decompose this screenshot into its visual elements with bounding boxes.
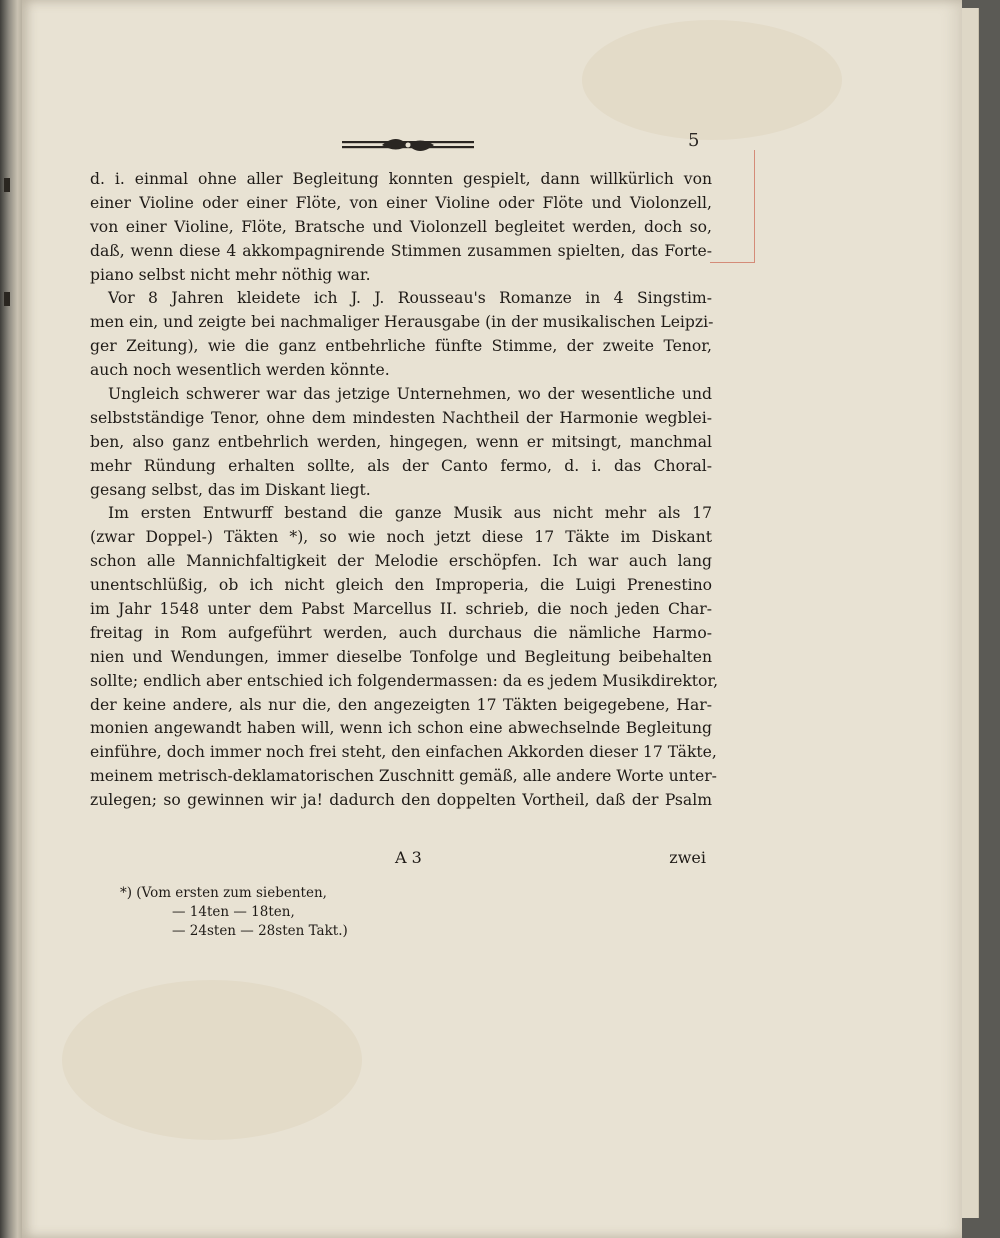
- catchword: zwei: [669, 848, 706, 867]
- text-line: nien und Wendungen, immer dieselbe Tonfolge und Begleitung beibehalten: [90, 647, 712, 666]
- facing-page-edge: [0, 0, 22, 1238]
- text-line: Ungleich schwerer war das jetzige Unternehmen, wo der wesentliche und: [108, 385, 712, 404]
- header-ornament: [342, 137, 474, 153]
- text-line: schon alle Mannichfaltigkeit der Melodie erschöpfen. Ich war auch lang: [90, 552, 712, 571]
- body-text: [90, 168, 719, 813]
- printer-signature: A 3: [395, 848, 422, 867]
- text-line: im Jahr 1548 unter dem Pabst Marcellus II. schrieb, die noch jeden Char-: [90, 600, 712, 619]
- text-line: Im ersten Entwurff bestand die ganze Musik aus nicht mehr als 17: [108, 504, 712, 523]
- text-line: einführe, doch immer noch frei steht, den einfachen Akkorden dieser 17 Täkte,: [90, 743, 717, 762]
- text-line: der keine andere, als nur die, den angezeigten 17 Täkten beigegebene, Har-: [90, 695, 712, 714]
- text-line: gesang selbst, das im Diskant liegt.: [90, 480, 371, 499]
- text-line: Vor 8 Jahren kleidete ich J. J. Rousseau's Romanze in 4 Singstim-: [108, 289, 712, 308]
- text-line: ben, also ganz entbehrlich werden, hingegen, wenn er mitsingt, manchmal: [90, 432, 712, 451]
- facing-page-mark: [4, 292, 10, 306]
- text-line: freitag in Rom aufgeführt werden, auch durchaus die nämliche Harmo-: [90, 623, 712, 642]
- text-line: zulegen; so gewinnen wir ja! dadurch den doppelten Vortheil, daß der Psalm: [90, 791, 712, 810]
- paper-stain: [62, 980, 362, 1140]
- footnote: [120, 884, 348, 941]
- text-line: monien angewandt haben will, wenn ich schon eine abwechselnde Begleitung: [90, 719, 712, 738]
- text-line: ger Zeitung), wie die ganz entbehrliche fünfte Stimme, der zweite Tenor,: [90, 337, 712, 356]
- text-line: (zwar Doppel-) Täkten *), so wie noch jetzt diese 17 Täkte im Diskant: [90, 528, 712, 547]
- text-line: einer Violine oder einer Flöte, von einer Violine oder Flöte und Violonzell,: [90, 193, 712, 212]
- text-line: unentschlüßig, ob ich nicht gleich den Improperia, die Luigi Prenestino: [90, 576, 712, 595]
- text-line: piano selbst nicht mehr nöthig war.: [90, 265, 371, 284]
- text-line: sollte; endlich aber entschied ich folgendermassen: da es jedem Musikdirektor,: [90, 671, 719, 690]
- facing-page-mark: [4, 178, 10, 192]
- text-line: d. i. einmal ohne aller Begleitung konnten gespielt, dann willkürlich von: [90, 170, 712, 188]
- text-line: daß, wenn diese 4 akkompagnirende Stimmen zusammen spielten, das Forte-: [90, 241, 712, 260]
- text-line: men ein, und zeigte bei nachmaliger Herausgabe (in der musikalischen Leipzi-: [90, 313, 714, 332]
- text-line: selbstständige Tenor, ohne dem mindesten Nachtheil der Harmonie wegblei-: [90, 408, 712, 427]
- footnote-line: *) (Vom ersten zum siebenten,: [120, 885, 327, 901]
- text-line: von einer Violine, Flöte, Bratsche und Violonzell begleitet werden, doch so,: [90, 217, 712, 236]
- red-pencil-mark: [710, 150, 755, 263]
- text-line: mehr Ründung erhalten sollte, als der Canto fermo, d. i. das Choral-: [90, 456, 712, 475]
- text-line: meinem metrisch-deklamatorischen Zuschnitt gemäß, alle andere Worte unter-: [90, 767, 717, 786]
- text-line: auch noch wesentlich werden könnte.: [90, 361, 390, 380]
- page-number: 5: [688, 130, 700, 151]
- paper-stain: [582, 20, 842, 140]
- footnote-line: — 24sten — 28sten Takt.): [172, 923, 348, 939]
- footnote-line: — 14ten — 18ten,: [172, 904, 295, 920]
- page-footer-line: [90, 848, 712, 872]
